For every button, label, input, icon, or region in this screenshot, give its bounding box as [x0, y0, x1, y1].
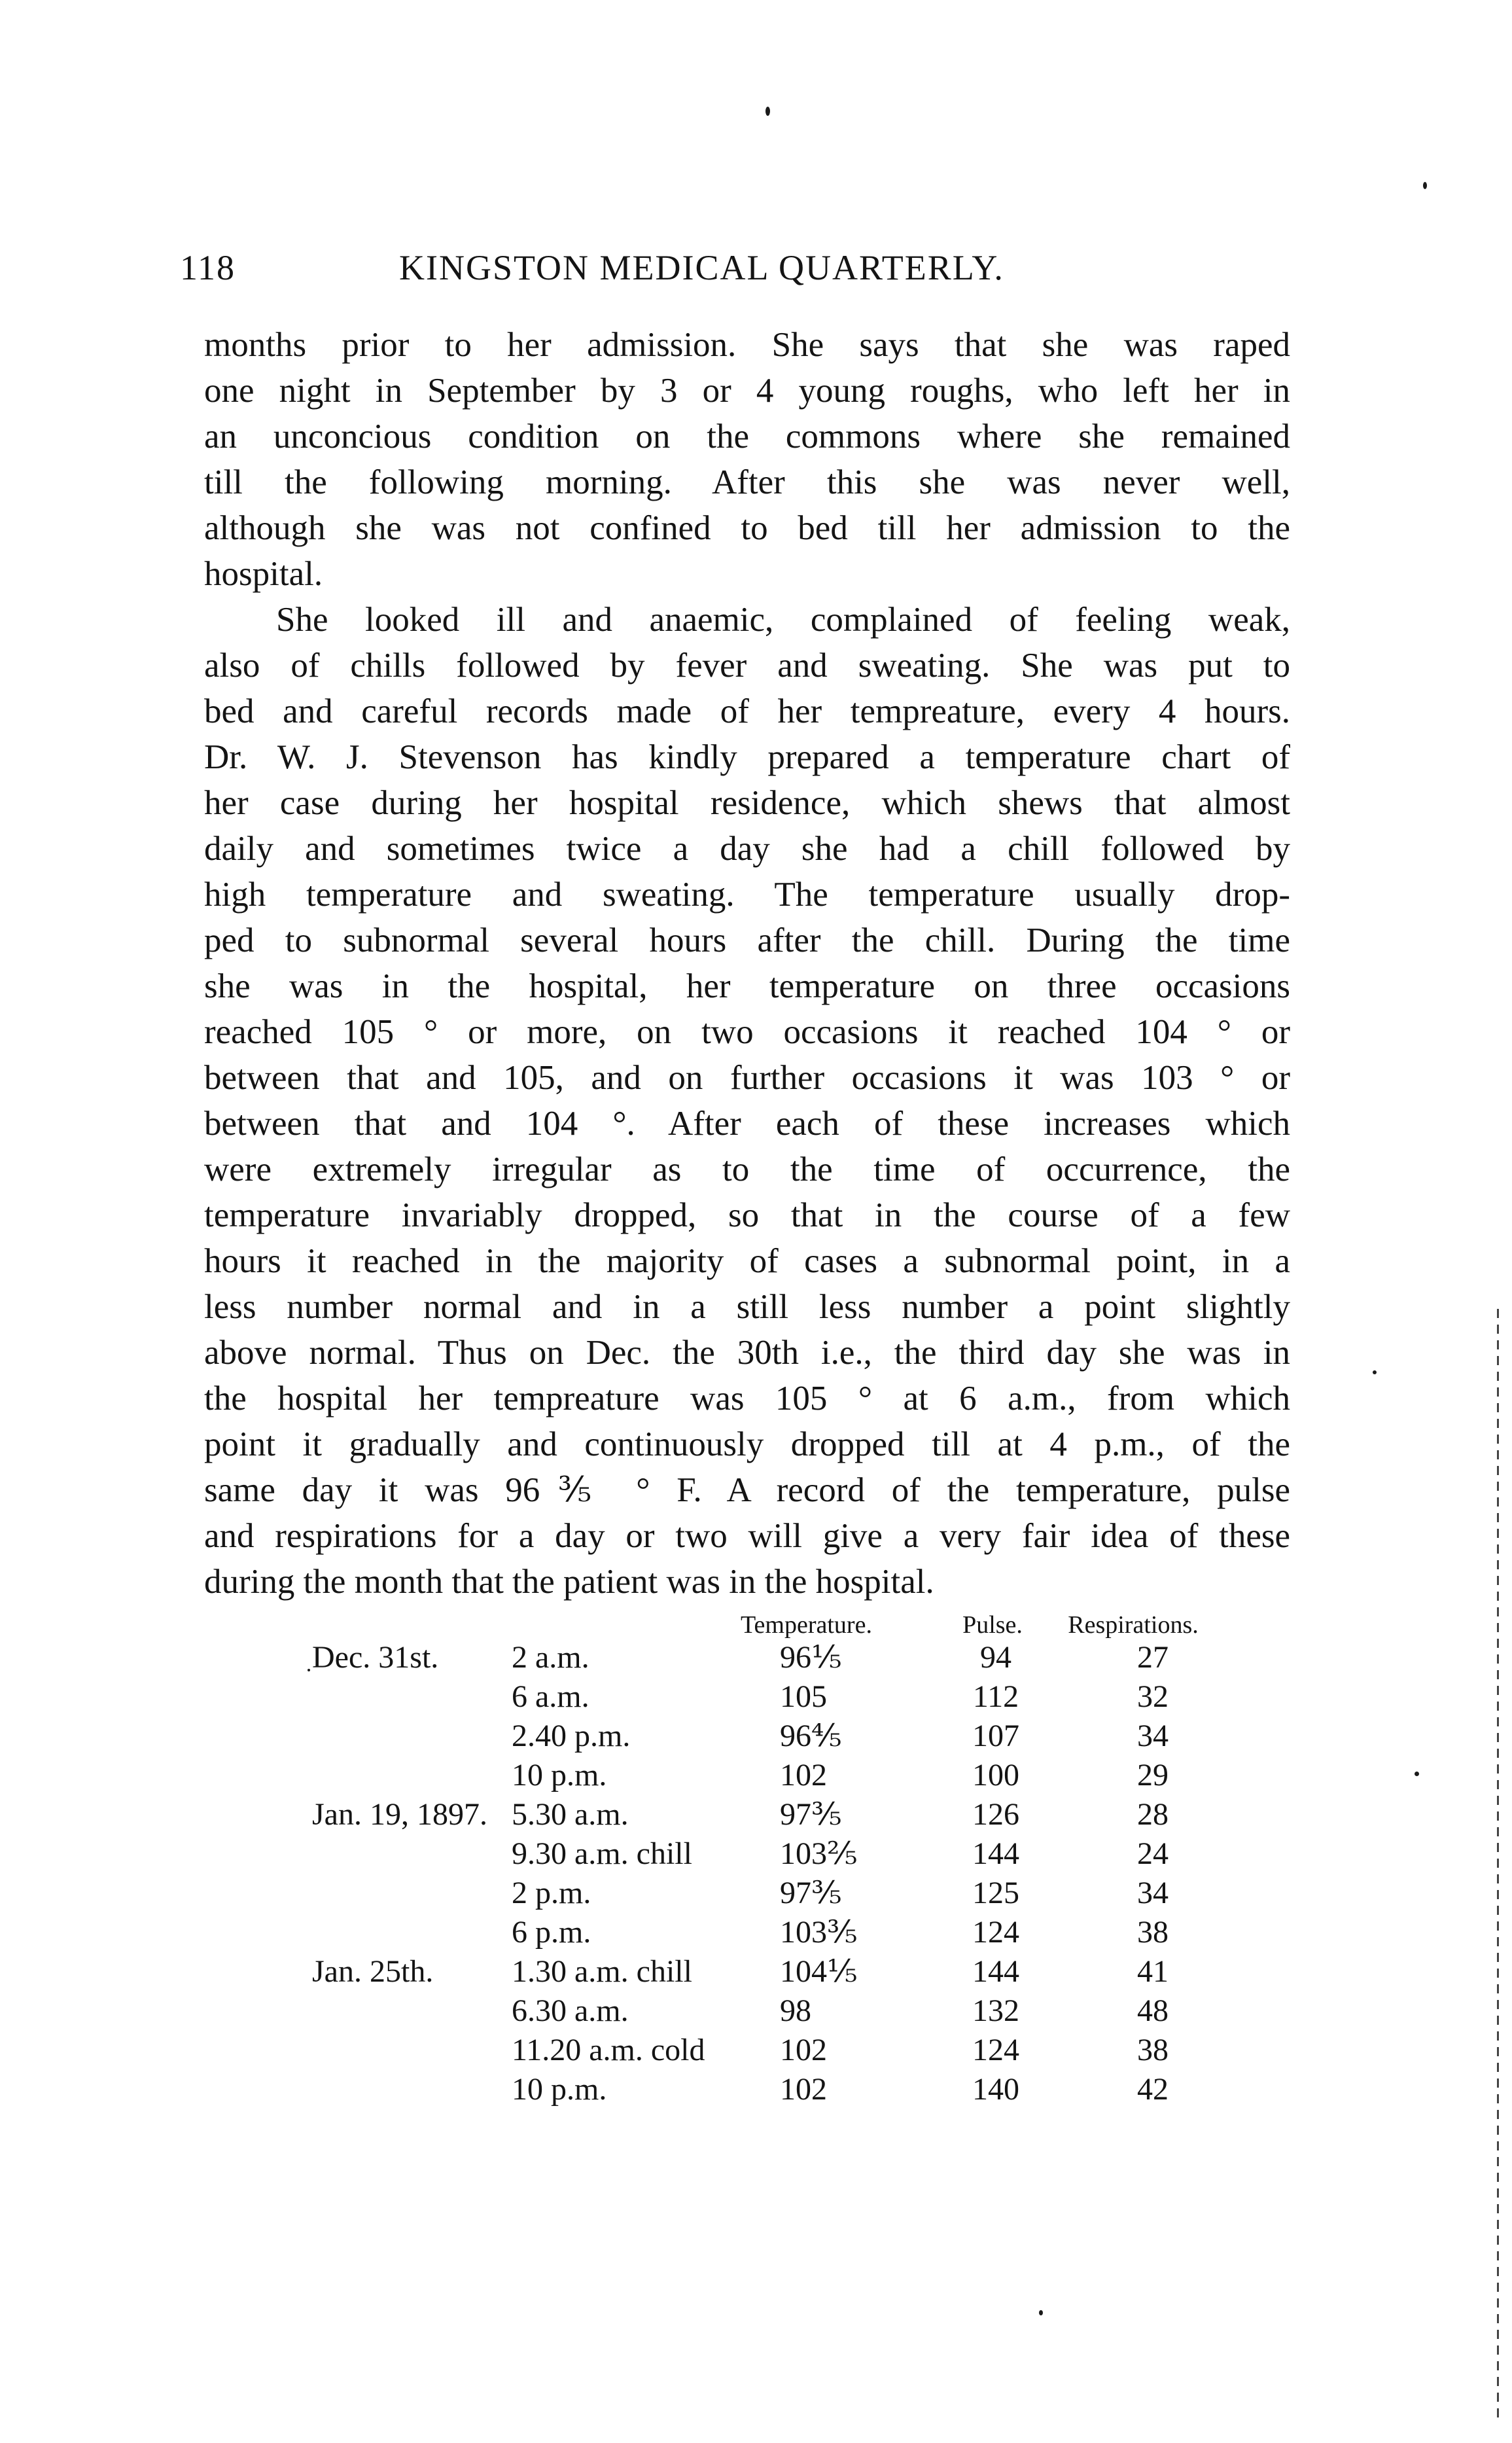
temperature-cell: 97⅗	[780, 1876, 842, 1910]
table-body	[204, 1638, 1290, 2109]
scan-speck	[765, 107, 770, 116]
pulse-cell: 125	[972, 1876, 1019, 1910]
table-row	[204, 2031, 1290, 2070]
text-line: temperature invariably dropped, so that in the course of a few	[204, 1196, 1290, 1234]
text-line: one night in September by 3 or 4 young roughs, who left her in	[204, 372, 1290, 410]
text-line: hours it reached in the majority of cases a subnormal point, in a	[204, 1242, 1290, 1280]
scan-speck	[1039, 2310, 1043, 2315]
temperature-cell: 98	[780, 1993, 811, 2028]
text-line: till the following morning. After this she was never well,	[204, 463, 1290, 501]
pulse-cell: 124	[972, 2033, 1019, 2067]
respirations-cell: 27	[1137, 1640, 1169, 1675]
scan-speck	[1415, 1772, 1419, 1776]
text-line: were extremely irregular as to the time of occurrence, the	[204, 1150, 1290, 1188]
text-line: above normal. Thus on Dec. the 30th i.e., the third day she was in	[204, 1334, 1290, 1372]
temperature-cell: 96⅕	[780, 1640, 842, 1675]
vitals-table	[204, 1600, 1290, 2109]
text-line: between that and 104 °. After each of these increases which	[204, 1105, 1290, 1143]
scan-speck	[1373, 1370, 1377, 1374]
text-line: hospital.	[204, 555, 323, 593]
body-text	[204, 322, 1290, 1605]
running-header	[180, 247, 1292, 300]
respirations-cell: 29	[1137, 1758, 1169, 1792]
pulse-column-header: Pulse.	[962, 1611, 1023, 1639]
date-cell: Jan. 25th.	[312, 1954, 434, 1989]
temperature-cell: 102	[780, 2072, 827, 2107]
text-line: Dr. W. J. Stevenson has kindly prepared a temperature chart of	[204, 738, 1290, 776]
pulse-cell: 107	[972, 1719, 1019, 1753]
text-line: daily and sometimes twice a day she had a chill followed by	[204, 830, 1290, 868]
respirations-cell: 38	[1137, 2033, 1169, 2067]
time-cell: 6 p.m.	[512, 1915, 591, 1950]
temperature-cell: 104⅕	[780, 1954, 858, 1989]
text-line: and respirations for a day or two will give a very fair idea of these	[204, 1517, 1290, 1555]
scan-speck	[1423, 182, 1427, 189]
pulse-cell: 126	[972, 1797, 1019, 1832]
text-line: her case during her hospital residence, which shews that almost	[204, 784, 1290, 822]
pulse-cell: 94	[980, 1640, 1011, 1675]
temperature-cell: 102	[780, 2033, 827, 2067]
text-line: she was in the hospital, her temperature on three occasions	[204, 967, 1290, 1005]
temperature-cell: 102	[780, 1758, 827, 1792]
text-line: although she was not confined to bed till her admission to the	[204, 509, 1290, 547]
pulse-cell: 100	[972, 1758, 1019, 1792]
time-cell: 10 p.m.	[512, 2072, 607, 2107]
table-header-row	[204, 1600, 1290, 1638]
temperature-cell: 103⅖	[780, 1836, 858, 1871]
text-line: She looked ill and anaemic, complained of feeling weak,	[276, 601, 1290, 639]
temperature-cell: 96⅘	[780, 1719, 842, 1753]
table-row	[204, 1991, 1290, 2031]
pulse-cell: 132	[972, 1993, 1019, 2028]
text-line: reached 105 ° or more, on two occasions it reached 104 ° or	[204, 1013, 1290, 1051]
pulse-cell: 144	[972, 1836, 1019, 1871]
time-cell: 5.30 a.m.	[512, 1797, 629, 1832]
time-cell: 2 p.m.	[512, 1876, 591, 1910]
text-line: between that and 105, and on further occasions it was 103 ° or	[204, 1059, 1290, 1097]
time-cell: 6 a.m.	[512, 1679, 589, 1714]
table-row	[204, 1717, 1290, 1756]
text-line: bed and careful records made of her tempreature, every 4 hours.	[204, 692, 1290, 730]
date-cell: Dec. 31st.	[312, 1640, 439, 1675]
text-line: months prior to her admission. She says that she was raped	[204, 326, 1290, 364]
text-line: also of chills followed by fever and sweating. She was put to	[204, 647, 1290, 685]
text-line: high temperature and sweating. The temperature usually drop-	[204, 876, 1290, 914]
table-row	[204, 1952, 1290, 1991]
respirations-cell: 34	[1137, 1719, 1169, 1753]
respirations-cell: 28	[1137, 1797, 1169, 1832]
pulse-cell: 140	[972, 2072, 1019, 2107]
page-number: 118	[180, 248, 236, 287]
text-line: same day it was 96⅗ ° F. A record of the temperature, pulse	[204, 1471, 1290, 1509]
text-line: during the month that the patient was in the hospital.	[204, 1563, 934, 1601]
text-line: point it gradually and continuously dropped till at 4 p.m., of the	[204, 1425, 1290, 1463]
respirations-cell: 42	[1137, 2072, 1169, 2107]
respirations-column-header: Respirations.	[1068, 1611, 1199, 1639]
text-line: less number normal and in a still less number a point slightly	[204, 1288, 1290, 1326]
time-cell: 10 p.m.	[512, 1758, 607, 1792]
pulse-cell: 144	[972, 1954, 1019, 1989]
time-cell: 1.30 a.m. chill	[512, 1954, 692, 1989]
respirations-cell: 38	[1137, 1915, 1169, 1950]
time-cell: 9.30 a.m. chill	[512, 1836, 692, 1871]
table-row	[204, 2070, 1290, 2109]
table-row	[204, 1756, 1290, 1795]
date-cell: Jan. 19, 1897.	[312, 1797, 487, 1832]
respirations-cell: 48	[1137, 1993, 1169, 2028]
respirations-cell: 34	[1137, 1876, 1169, 1910]
time-cell: 11.20 a.m. cold	[512, 2033, 705, 2067]
table-row	[204, 1677, 1290, 1717]
time-cell: 2 a.m.	[512, 1640, 589, 1675]
temperature-cell: 97⅗	[780, 1797, 842, 1832]
temperature-cell: 103⅗	[780, 1915, 858, 1950]
table-row	[204, 1638, 1290, 1677]
pulse-cell: 124	[972, 1915, 1019, 1950]
respirations-cell: 32	[1137, 1679, 1169, 1714]
text-line: ped to subnormal several hours after the chill. During the time	[204, 921, 1290, 959]
time-cell: 2.40 p.m.	[512, 1719, 631, 1753]
text-line: an unconcious condition on the commons where she remained	[204, 418, 1290, 455]
page-edge-mark	[1497, 1309, 1499, 2421]
text-line: the hospital her tempreature was 105 ° at 6 a.m., from which	[204, 1380, 1290, 1418]
table-row	[204, 1795, 1290, 1834]
respirations-cell: 24	[1137, 1836, 1169, 1871]
pulse-cell: 112	[972, 1679, 1019, 1714]
table-row	[204, 1874, 1290, 1913]
journal-title: KINGSTON MEDICAL QUARTERLY.	[399, 248, 1004, 287]
time-cell: 6.30 a.m.	[512, 1993, 629, 2028]
temperature-cell: 105	[780, 1679, 827, 1714]
table-row	[204, 1913, 1290, 1952]
respirations-cell: 41	[1137, 1954, 1169, 1989]
table-row	[204, 1834, 1290, 1874]
temperature-column-header: Temperature.	[741, 1611, 872, 1639]
